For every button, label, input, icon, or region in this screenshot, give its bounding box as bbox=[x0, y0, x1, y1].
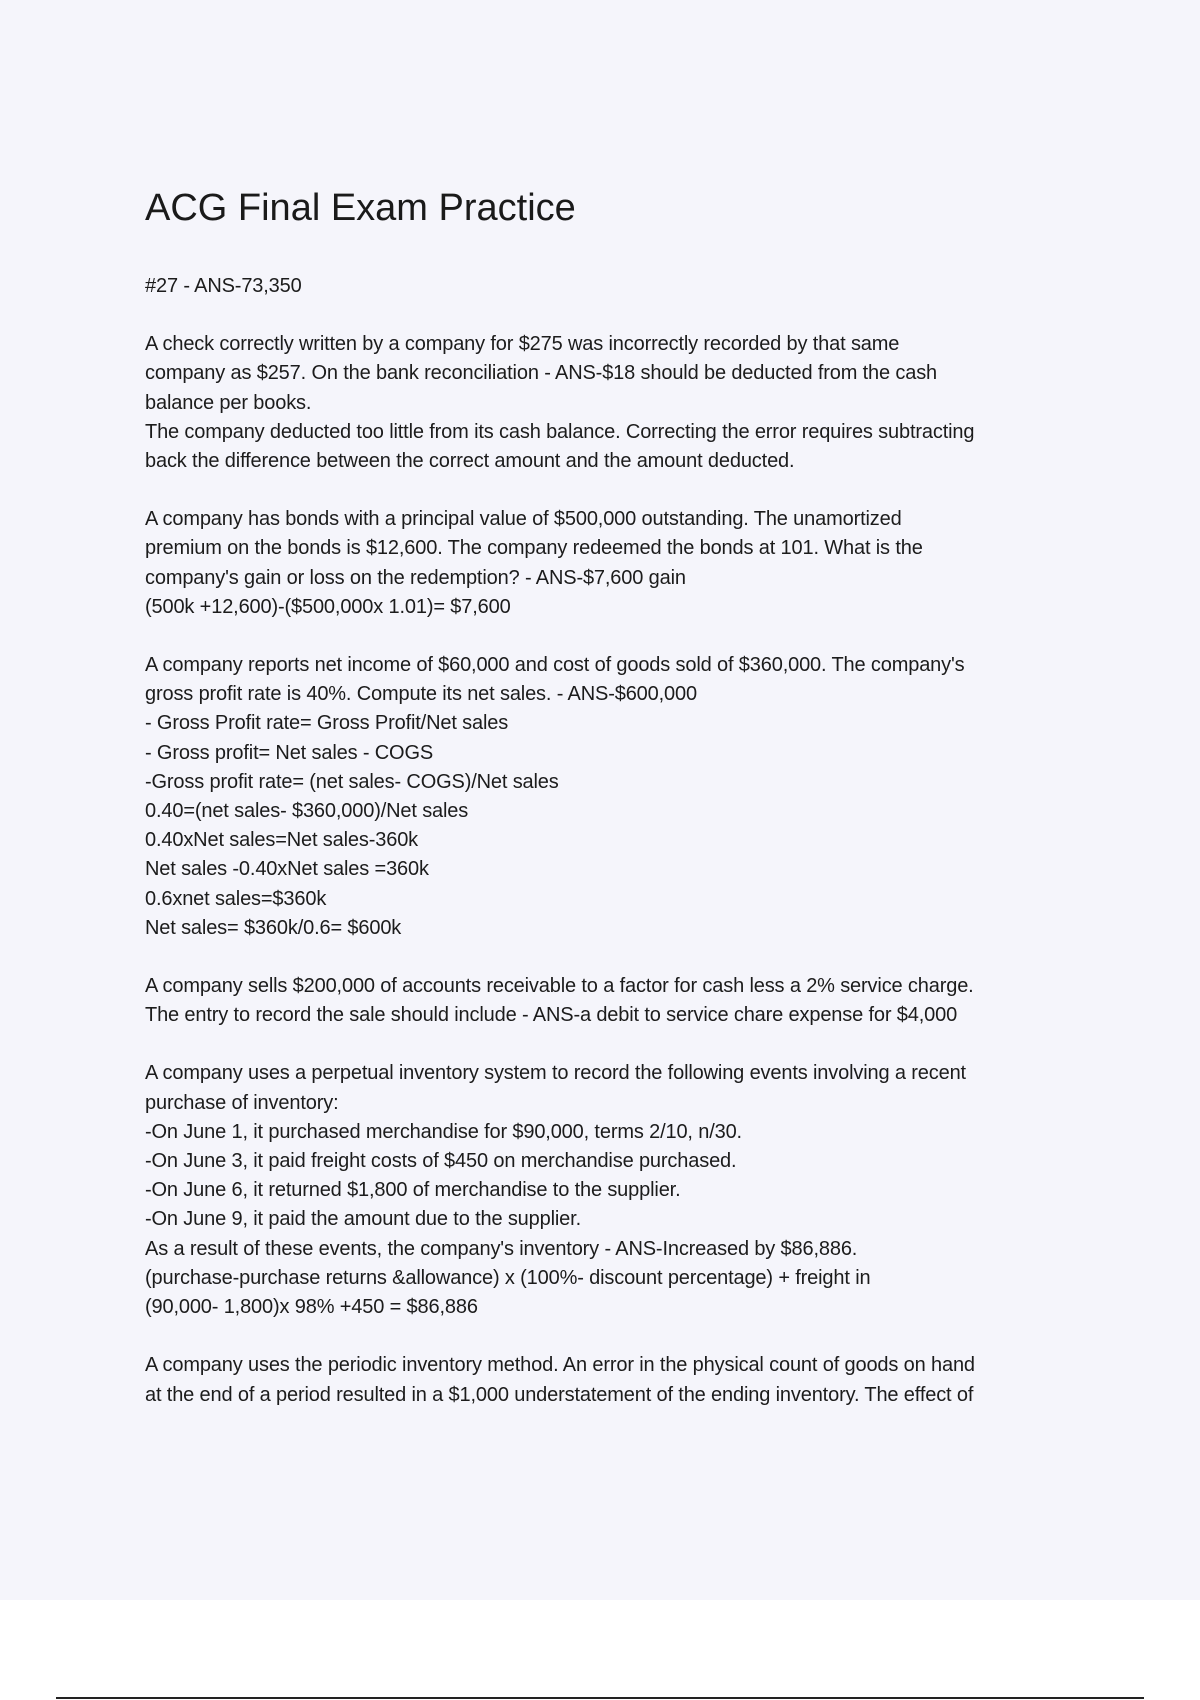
question-block bbox=[145, 1351, 1085, 1409]
text-line: at the end of a period resulted in a $1,000 understatement of the ending inventory. The effect of bbox=[145, 1383, 974, 1406]
text-line: purchase of inventory: bbox=[145, 1091, 339, 1114]
text-line: A company uses the periodic inventory method. An error in the physical count of goods on hand bbox=[145, 1354, 975, 1377]
text-line: Net sales -0.40xNet sales =360k bbox=[145, 858, 429, 881]
text-line: The entry to record the sale should include - ANS-a debit to service chare expense for $4,000 bbox=[145, 1004, 958, 1027]
text-line: A company reports net income of $60,000 and cost of goods sold of $360,000. The company's bbox=[145, 654, 965, 677]
text-line: (purchase-purchase returns &allowance) x (100%- discount percentage) + freight in bbox=[145, 1266, 871, 1289]
question-list bbox=[145, 272, 1085, 1410]
text-line: (90,000- 1,800)x 98% +450 = $86,886 bbox=[145, 1296, 478, 1319]
text-line: -Gross profit rate= (net sales- COGS)/Net sales bbox=[145, 770, 559, 793]
text-line: 0.40xNet sales=Net sales-360k bbox=[145, 829, 419, 852]
text-line: The company deducted too little from its cash balance. Correcting the error requires subtracting bbox=[145, 420, 975, 443]
page-divider bbox=[56, 1697, 1144, 1699]
text-line: A company uses a perpetual inventory system to record the following events involving a recent bbox=[145, 1062, 966, 1085]
document-body bbox=[145, 184, 1085, 1439]
text-line: balance per books. bbox=[145, 391, 312, 414]
page-title: ACG Final Exam Practice bbox=[145, 187, 576, 229]
text-line: A check correctly written by a company for $275 was incorrectly recorded by that same bbox=[145, 333, 900, 356]
question-block bbox=[145, 651, 1085, 943]
text-line: -On June 1, it purchased merchandise for $90,000, terms 2/10, n/30. bbox=[145, 1120, 742, 1143]
text-line: -On June 9, it paid the amount due to the supplier. bbox=[145, 1208, 581, 1231]
text-line: back the difference between the correct amount and the amount deducted. bbox=[145, 450, 795, 473]
text-line: 0.6xnet sales=$360k bbox=[145, 887, 327, 910]
question-block bbox=[145, 272, 1085, 301]
text-line: As a result of these events, the company's inventory - ANS-Increased by $86,886. bbox=[145, 1237, 858, 1260]
question-block bbox=[145, 330, 1085, 476]
text-line: company's gain or loss on the redemption? - ANS-$7,600 gain bbox=[145, 566, 686, 589]
text-line: - Gross Profit rate= Gross Profit/Net sales bbox=[145, 712, 509, 735]
text-line: premium on the bonds is $12,600. The company redeemed the bonds at 101. What is the bbox=[145, 537, 923, 560]
text-line: gross profit rate is 40%. Compute its net sales. - ANS-$600,000 bbox=[145, 683, 697, 706]
text-line: (500k +12,600)-($500,000x 1.01)= $7,600 bbox=[145, 595, 511, 618]
text-line: 0.40=(net sales- $360,000)/Net sales bbox=[145, 800, 469, 823]
text-line: A company has bonds with a principal value of $500,000 outstanding. The unamortized bbox=[145, 508, 902, 531]
question-block bbox=[145, 972, 1085, 1030]
question-block bbox=[145, 1059, 1085, 1322]
text-line: company as $257. On the bank reconciliation - ANS-$18 should be deducted from the cash bbox=[145, 362, 938, 385]
text-line: - Gross profit= Net sales - COGS bbox=[145, 741, 434, 764]
text-line: -On June 3, it paid freight costs of $450 on merchandise purchased. bbox=[145, 1150, 737, 1173]
question-block bbox=[145, 505, 1085, 622]
text-line: -On June 6, it returned $1,800 of merchandise to the supplier. bbox=[145, 1179, 681, 1202]
text-line: A company sells $200,000 of accounts receivable to a factor for cash less a 2% service charge. bbox=[145, 975, 974, 998]
text-line: #27 - ANS-73,350 bbox=[145, 275, 302, 297]
text-line: Net sales= $360k/0.6= $600k bbox=[145, 916, 402, 939]
